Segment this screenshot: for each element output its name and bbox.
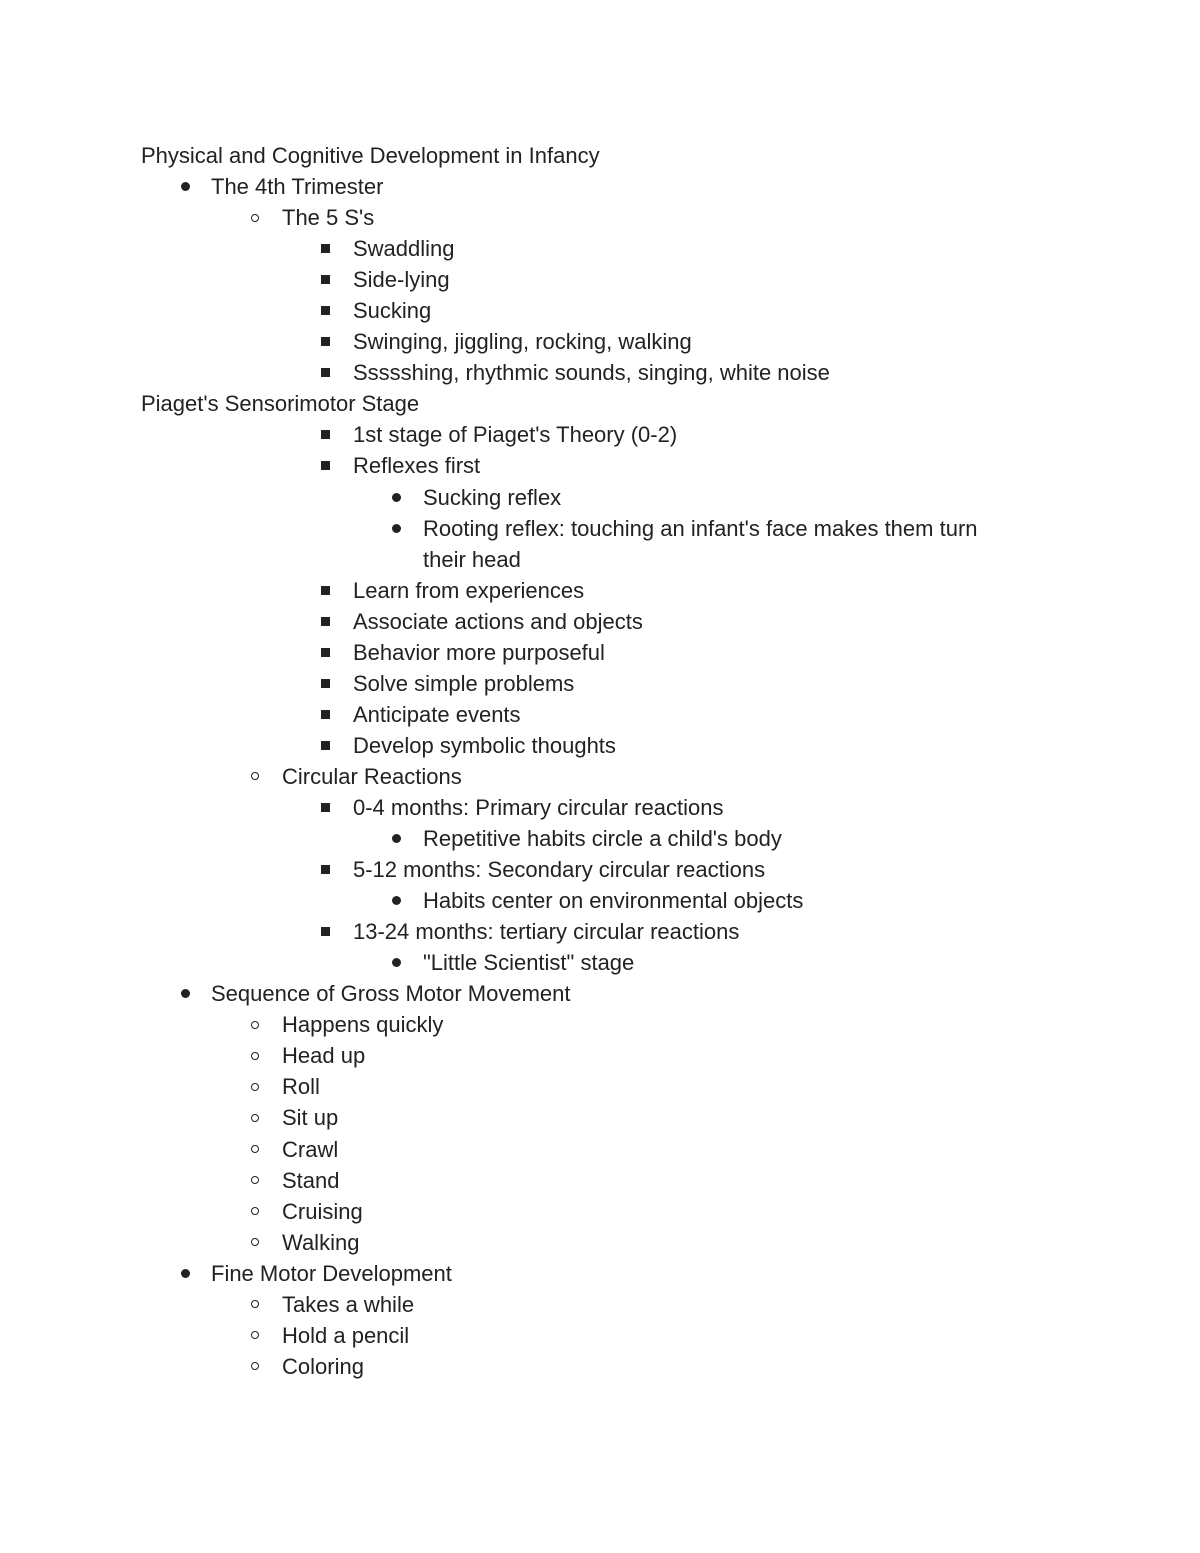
square-bullet-glyph	[321, 927, 330, 936]
square-bullet-icon	[317, 730, 333, 761]
list-item-text: Head up	[282, 1043, 366, 1069]
list-item-text: their head	[423, 546, 521, 572]
list-item	[0, 668, 1200, 699]
list-item	[0, 544, 1200, 575]
list-item	[0, 233, 1200, 264]
list-item	[0, 326, 1200, 357]
list-item-text: Coloring	[282, 1353, 364, 1379]
document-body	[0, 140, 1200, 1382]
ring-bullet-icon	[247, 1196, 263, 1227]
square-bullet-glyph	[321, 306, 330, 315]
list-item	[0, 1040, 1200, 1071]
list-item-text: Side-lying	[353, 267, 450, 293]
list-item-text: 13-24 months: tertiary circular reactions	[353, 919, 740, 945]
heading-text: Piaget's Sensorimotor Stage	[141, 391, 420, 417]
square-bullet-glyph	[321, 244, 330, 253]
ring-bullet-icon	[247, 1165, 263, 1196]
square-bullet-icon	[317, 233, 333, 264]
list-item	[0, 1102, 1200, 1133]
dot-bullet-glyph	[181, 182, 190, 191]
square-bullet-glyph	[321, 865, 330, 874]
square-bullet-icon	[317, 264, 333, 295]
list-item	[0, 357, 1200, 388]
dot-bullet-icon	[388, 482, 404, 513]
dot-bullet-glyph	[392, 524, 401, 533]
list-item-text: Associate actions and objects	[353, 608, 643, 634]
list-item	[0, 295, 1200, 326]
list-item	[0, 1165, 1200, 1196]
list-item-text: The 5 S's	[282, 205, 375, 231]
heading-text: Physical and Cognitive Development in Infancy	[141, 143, 600, 168]
list-item	[0, 202, 1200, 233]
dot-bullet-icon	[388, 947, 404, 978]
ring-bullet-glyph	[251, 1114, 259, 1122]
ring-bullet-icon	[247, 1040, 263, 1071]
square-bullet-icon	[317, 295, 333, 326]
dot-bullet-icon	[388, 885, 404, 916]
square-bullet-icon	[317, 699, 333, 730]
list-item-text: Walking	[282, 1229, 360, 1255]
list-item	[0, 916, 1200, 947]
list-item-text: Happens quickly	[282, 1012, 444, 1038]
ring-bullet-glyph	[251, 1207, 259, 1215]
section-heading	[0, 388, 1200, 419]
ring-bullet-glyph	[251, 1083, 259, 1091]
ring-bullet-icon	[247, 761, 263, 792]
square-bullet-glyph	[321, 430, 330, 439]
ring-bullet-glyph	[251, 772, 259, 780]
list-item-text: "Little Scientist" stage	[423, 950, 635, 976]
list-item	[0, 792, 1200, 823]
list-item	[0, 1227, 1200, 1258]
dot-bullet-icon	[177, 171, 193, 202]
ring-bullet-icon	[247, 1227, 263, 1258]
square-bullet-glyph	[321, 679, 330, 688]
list-item-text: 5-12 months: Secondary circular reactions	[353, 857, 766, 883]
dot-bullet-glyph	[392, 958, 401, 967]
dot-bullet-glyph	[181, 989, 190, 998]
list-item-text: Takes a while	[282, 1291, 415, 1317]
list-item	[0, 854, 1200, 885]
section-heading	[0, 140, 1200, 171]
list-item-text: Circular Reactions	[282, 763, 462, 789]
list-item-text: 1st stage of Piaget's Theory (0-2)	[353, 422, 678, 448]
square-bullet-glyph	[321, 337, 330, 346]
square-bullet-icon	[317, 326, 333, 357]
list-item-text: Rooting reflex: touching an infant's face makes them turn	[423, 515, 978, 541]
list-item-text: Cruising	[282, 1198, 363, 1224]
list-item	[0, 450, 1200, 481]
list-item	[0, 513, 1200, 544]
ring-bullet-icon	[247, 1289, 263, 1320]
square-bullet-glyph	[321, 710, 330, 719]
ring-bullet-glyph	[251, 1145, 259, 1153]
list-item-text: Swaddling	[353, 236, 455, 262]
list-item	[0, 637, 1200, 668]
list-item	[0, 1258, 1200, 1289]
list-item	[0, 264, 1200, 295]
list-item	[0, 947, 1200, 978]
list-item	[0, 761, 1200, 792]
dot-bullet-icon	[177, 1258, 193, 1289]
list-item-text: Sucking	[353, 298, 432, 324]
square-bullet-icon	[317, 575, 333, 606]
list-item-text: Develop symbolic thoughts	[353, 732, 616, 758]
list-item-text: Reflexes first	[353, 453, 481, 479]
list-item-text: Roll	[282, 1074, 320, 1100]
list-item	[0, 730, 1200, 761]
square-bullet-glyph	[321, 617, 330, 626]
list-item-text: Sit up	[282, 1105, 339, 1131]
dot-bullet-glyph	[392, 493, 401, 502]
square-bullet-icon	[317, 668, 333, 699]
square-bullet-icon	[317, 854, 333, 885]
list-item	[0, 1289, 1200, 1320]
square-bullet-glyph	[321, 586, 330, 595]
dot-bullet-glyph	[181, 1269, 190, 1278]
square-bullet-icon	[317, 419, 333, 450]
list-item-text: Solve simple problems	[353, 670, 575, 696]
square-bullet-icon	[317, 916, 333, 947]
list-item-text: 0-4 months: Primary circular reactions	[353, 794, 724, 820]
square-bullet-icon	[317, 450, 333, 481]
list-item	[0, 1134, 1200, 1165]
ring-bullet-icon	[247, 1071, 263, 1102]
ring-bullet-icon	[247, 1351, 263, 1382]
list-item-text: Sucking reflex	[423, 484, 562, 510]
list-item-text: Repetitive habits circle a child's body	[423, 826, 782, 852]
ring-bullet-icon	[247, 202, 263, 233]
list-item-text: Fine Motor Development	[211, 1260, 452, 1286]
dot-bullet-glyph	[392, 834, 401, 843]
list-item-text: Anticipate events	[353, 701, 521, 727]
list-item-text: Stand	[282, 1167, 340, 1193]
ring-bullet-glyph	[251, 214, 259, 222]
list-item	[0, 606, 1200, 637]
list-item-text: Sequence of Gross Motor Movement	[211, 981, 571, 1007]
ring-bullet-glyph	[251, 1176, 259, 1184]
dot-bullet-glyph	[392, 896, 401, 905]
list-item	[0, 1351, 1200, 1382]
ring-bullet-icon	[247, 1102, 263, 1133]
list-item-text: Swinging, jiggling, rocking, walking	[353, 329, 692, 355]
list-item	[0, 823, 1200, 854]
square-bullet-glyph	[321, 275, 330, 284]
list-item	[0, 171, 1200, 202]
square-bullet-icon	[317, 357, 333, 388]
list-item-text: Crawl	[282, 1136, 339, 1162]
list-item	[0, 1071, 1200, 1102]
list-item-text: Behavior more purposeful	[353, 639, 605, 665]
ring-bullet-icon	[247, 1009, 263, 1040]
square-bullet-glyph	[321, 803, 330, 812]
ring-bullet-glyph	[251, 1238, 259, 1246]
square-bullet-glyph	[321, 461, 330, 470]
list-item-text: Learn from experiences	[353, 577, 585, 603]
list-item-text: Habits center on environmental objects	[423, 888, 804, 914]
square-bullet-icon	[317, 637, 333, 668]
dot-bullet-icon	[388, 823, 404, 854]
square-bullet-glyph	[321, 368, 330, 377]
ring-bullet-glyph	[251, 1362, 259, 1370]
ring-bullet-glyph	[251, 1021, 259, 1029]
list-item	[0, 699, 1200, 730]
list-item	[0, 419, 1200, 450]
list-item	[0, 575, 1200, 606]
ring-bullet-glyph	[251, 1331, 259, 1339]
list-item	[0, 1009, 1200, 1040]
list-item	[0, 1196, 1200, 1227]
dot-bullet-icon	[388, 513, 404, 544]
list-item-text: The 4th Trimester	[211, 174, 384, 200]
ring-bullet-glyph	[251, 1300, 259, 1308]
square-bullet-glyph	[321, 741, 330, 750]
list-item	[0, 978, 1200, 1009]
list-item	[0, 1320, 1200, 1351]
list-item-text: Hold a pencil	[282, 1322, 410, 1348]
dot-bullet-icon	[177, 978, 193, 1009]
ring-bullet-icon	[247, 1320, 263, 1351]
square-bullet-icon	[317, 792, 333, 823]
list-item-text: Ssssshing, rhythmic sounds, singing, white noise	[353, 360, 830, 386]
ring-bullet-icon	[247, 1134, 263, 1165]
ring-bullet-glyph	[251, 1052, 259, 1060]
list-item	[0, 885, 1200, 916]
list-item	[0, 482, 1200, 513]
square-bullet-glyph	[321, 648, 330, 657]
square-bullet-icon	[317, 606, 333, 637]
